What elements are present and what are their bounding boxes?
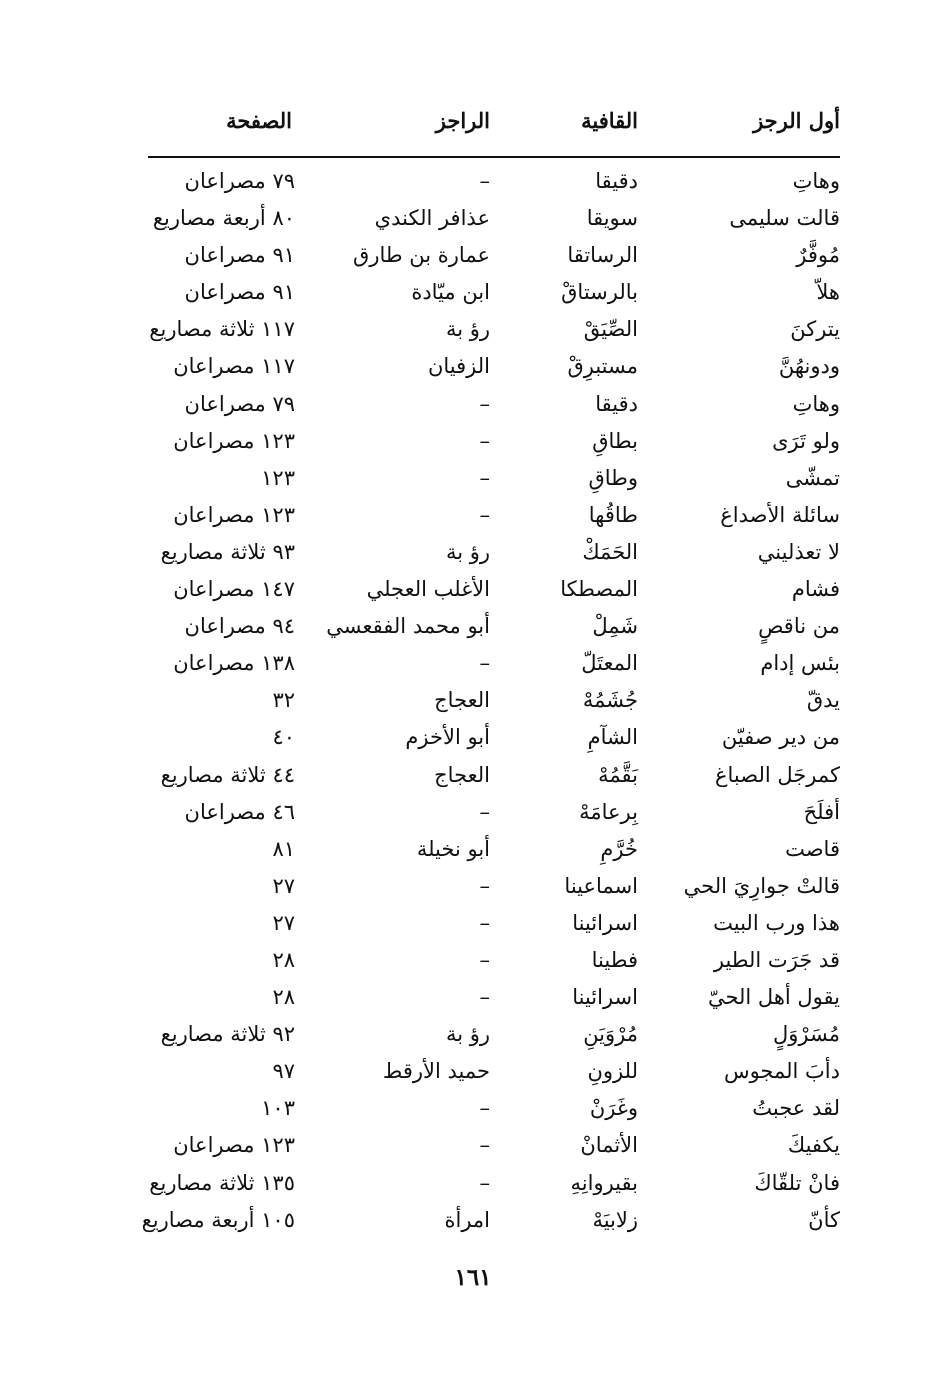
page-cell: ٢٧ bbox=[272, 873, 295, 898]
rhyme-cell: الرساتقا bbox=[567, 243, 638, 268]
table-row bbox=[145, 831, 840, 868]
page-cell: ٤٤ ثلاثة مصاريع bbox=[160, 762, 295, 787]
rhyme-cell: بقيروانِهِ bbox=[570, 1170, 638, 1195]
rhyme-cell: للزونِ bbox=[587, 1059, 638, 1084]
poet-cell: – bbox=[479, 1096, 490, 1121]
rhyme-cell: اسرائينا bbox=[572, 985, 638, 1010]
table-row bbox=[145, 1165, 840, 1202]
poet-cell: حميد الأرقط bbox=[382, 1059, 490, 1084]
page-cell: ٨١ bbox=[272, 836, 295, 861]
first-line-cell: وهاتِ bbox=[792, 391, 840, 416]
page-cell: ١١٧ ثلاثة مصاريع bbox=[149, 317, 295, 342]
page-cell: ٩٤ مصراعان bbox=[184, 614, 295, 639]
first-line-cell: يدقّ bbox=[806, 688, 840, 713]
poet-cell: عذافر الكندي bbox=[374, 206, 490, 231]
page-cell: ٩٣ ثلاثة مصاريع bbox=[160, 539, 295, 564]
rhyme-cell: دقيقا bbox=[595, 169, 638, 193]
poet-cell: الزفيان bbox=[427, 354, 490, 379]
rhyme-cell: وغَرَنْ bbox=[589, 1096, 638, 1121]
rhyme-cell: المصطكا bbox=[560, 577, 638, 602]
rhyme-cell: بِرعامَهْ bbox=[579, 799, 638, 824]
table-row bbox=[145, 608, 840, 645]
table-row bbox=[145, 868, 840, 905]
first-line-cell: يتركنَ bbox=[790, 317, 840, 342]
poet-cell: رؤ بة bbox=[445, 539, 490, 564]
table-row bbox=[145, 719, 840, 756]
page-cell: ١٠٣ bbox=[261, 1096, 295, 1121]
poet-cell: العجاج bbox=[434, 688, 490, 713]
first-line-cell: ولو تَرَى bbox=[772, 428, 840, 453]
rhyme-cell: سويقا bbox=[586, 206, 638, 231]
poet-cell: رؤ بة bbox=[445, 1022, 490, 1047]
first-line-cell: مُسَرْوَلٍ bbox=[773, 1022, 840, 1047]
poet-cell: – bbox=[479, 391, 490, 416]
first-line-cell: تمشّى bbox=[785, 465, 840, 490]
first-line-cell: هلاّ bbox=[816, 280, 840, 305]
poet-cell: – bbox=[479, 1170, 490, 1195]
table-row bbox=[145, 423, 840, 460]
table-row bbox=[145, 460, 840, 497]
rhyme-cell: الأثمانْ bbox=[580, 1133, 638, 1158]
poet-cell: – bbox=[479, 947, 490, 972]
table-row bbox=[145, 1127, 840, 1164]
table-row bbox=[145, 497, 840, 534]
page-cell: ١٠٥ أربعة مصاريع bbox=[141, 1207, 295, 1232]
poet-cell: – bbox=[479, 799, 490, 824]
poet-cell: أبو الأخزم bbox=[405, 725, 490, 750]
first-line-cell: يكفيكَ bbox=[787, 1133, 840, 1158]
table-row bbox=[145, 794, 840, 831]
table-row bbox=[145, 163, 840, 200]
header-first-line: أول الرجز bbox=[753, 108, 840, 133]
table-row bbox=[145, 200, 840, 237]
first-line-cell: لا تعذليني bbox=[757, 539, 840, 564]
first-line-cell: يقول أهل الحيّ bbox=[707, 985, 840, 1010]
table-row bbox=[145, 386, 840, 423]
poet-cell: أبو محمد الفقعسي bbox=[326, 614, 490, 639]
poet-cell: رؤ بة bbox=[445, 317, 490, 342]
header-poet: الراجز bbox=[435, 108, 490, 133]
page-number: ١٦١ bbox=[454, 1264, 492, 1291]
rhyme-cell: مستبرِقْ bbox=[567, 354, 638, 379]
table-row bbox=[145, 237, 840, 274]
first-line-cell: لقد عجبتُ bbox=[752, 1096, 840, 1121]
poet-cell: – bbox=[479, 169, 490, 193]
rhyme-cell: المعتَلّ bbox=[581, 651, 638, 676]
page-cell: ٣٢ bbox=[272, 688, 295, 713]
table-row bbox=[145, 682, 840, 719]
table-row bbox=[145, 571, 840, 608]
poet-cell: – bbox=[479, 1133, 490, 1158]
poet-cell: – bbox=[479, 873, 490, 898]
rhyme-cell: بالرستاقْ bbox=[561, 280, 638, 305]
page-cell: ٩١ مصراعان bbox=[184, 280, 295, 305]
page-cell: ٧٩ مصراعان bbox=[184, 169, 295, 193]
page-cell: ٢٨ bbox=[272, 947, 295, 972]
header-rule bbox=[148, 156, 840, 158]
page-cell: ١٣٨ مصراعان bbox=[173, 651, 295, 676]
rhyme-cell: الحَمَكْ bbox=[582, 539, 638, 564]
page-cell: ١٢٣ مصراعان bbox=[173, 502, 295, 527]
table-row bbox=[145, 534, 840, 571]
poet-cell: – bbox=[479, 465, 490, 490]
first-line-cell: دأبَ المجوس bbox=[723, 1059, 840, 1084]
header-rhyme: القافية bbox=[581, 108, 638, 133]
table-row bbox=[145, 905, 840, 942]
table-header bbox=[145, 108, 840, 144]
poet-cell: ابن ميّادة bbox=[411, 280, 490, 305]
page-cell: ٧٩ مصراعان bbox=[184, 391, 295, 416]
first-line-cell: قالتْ جوارِيَ الحي bbox=[683, 873, 840, 898]
page-cell: ١٢٣ مصراعان bbox=[173, 1133, 295, 1158]
poet-cell: الأغلب العجلي bbox=[366, 577, 490, 602]
page-cell: ١١٧ مصراعان bbox=[173, 354, 295, 379]
first-line-cell: كأنّ bbox=[808, 1207, 840, 1232]
page-cell: ١٤٧ مصراعان bbox=[173, 577, 295, 602]
page-cell: ١٢٣ bbox=[261, 465, 295, 490]
first-line-cell: قد جَرَت الطير bbox=[713, 947, 840, 972]
header-page: الصفحة bbox=[226, 108, 292, 133]
table-row bbox=[145, 942, 840, 979]
table-row bbox=[145, 311, 840, 348]
poet-cell: – bbox=[479, 985, 490, 1010]
first-line-cell: سائلة الأصداغ bbox=[720, 502, 840, 527]
table-row bbox=[145, 757, 840, 794]
first-line-cell: مُوفَّرٌ bbox=[796, 243, 840, 268]
page-cell: ٤٦ مصراعان bbox=[184, 799, 295, 824]
rhyme-cell: شَمِلْ bbox=[592, 614, 638, 639]
poet-cell: العجاج bbox=[434, 762, 490, 787]
page-cell: ٤٠ bbox=[272, 725, 295, 750]
page-cell: ٩٧ bbox=[272, 1059, 295, 1084]
page-cell: ١٣٥ ثلاثة مصاريع bbox=[149, 1170, 295, 1195]
first-line-cell: وهاتِ bbox=[792, 169, 840, 193]
rhyme-cell: زلابيَهْ bbox=[592, 1207, 638, 1232]
poet-cell: – bbox=[479, 428, 490, 453]
table-row bbox=[145, 1016, 840, 1053]
rhyme-cell: بطاقِ bbox=[592, 428, 638, 453]
page-cell: ٢٧ bbox=[272, 910, 295, 935]
poet-cell: – bbox=[479, 502, 490, 527]
table-row bbox=[145, 979, 840, 1016]
page-cell: ٩١ مصراعان bbox=[184, 243, 295, 268]
rhyme-cell: الشآمِ bbox=[587, 725, 638, 750]
first-line-cell: فانْ تلقّاكَ bbox=[754, 1170, 840, 1195]
table-row bbox=[141, 1202, 840, 1239]
table-row bbox=[145, 274, 840, 311]
page-cell: ٢٨ bbox=[272, 985, 295, 1010]
poet-cell: أبو نخيلة bbox=[416, 836, 490, 861]
poet-cell: – bbox=[479, 910, 490, 935]
table-row bbox=[145, 645, 840, 682]
first-line-cell: بئس إدام bbox=[760, 651, 840, 676]
poet-cell: – bbox=[479, 651, 490, 676]
first-line-cell: قاصت bbox=[785, 836, 840, 861]
rhyme-cell: الصِّيَقْ bbox=[583, 317, 638, 342]
rhyme-cell: طاقُها bbox=[588, 502, 638, 527]
rhyme-cell: دقيقا bbox=[595, 391, 638, 416]
rhyme-cell: وطاقِ bbox=[588, 465, 638, 490]
first-line-cell: فشام bbox=[791, 577, 840, 602]
first-line-cell: كمرجَل الصباغ bbox=[715, 762, 840, 787]
rhyme-cell: فطينا bbox=[591, 947, 638, 972]
first-line-cell: ودونهُنَّ bbox=[778, 354, 840, 379]
page-cell: ٨٠ أربعة مصاريع bbox=[152, 206, 295, 231]
rhyme-cell: خُرَّمِ bbox=[600, 836, 638, 861]
rhyme-cell: مُرْوَيَنِ bbox=[583, 1022, 638, 1047]
table-body bbox=[141, 163, 840, 1239]
first-line-cell: هذا ورب البيت bbox=[713, 910, 840, 935]
page-cell: ١٢٣ مصراعان bbox=[173, 428, 295, 453]
first-line-cell: أفلَحَ bbox=[803, 799, 840, 824]
table-row bbox=[145, 348, 840, 385]
first-line-cell: قالت سليمى bbox=[729, 206, 840, 231]
rhyme-cell: جُشَمُهْ bbox=[582, 688, 638, 713]
first-line-cell: من دير صفيّن bbox=[721, 725, 840, 750]
page-cell: ٩٢ ثلاثة مصاريع bbox=[160, 1022, 295, 1047]
first-line-cell: من ناقصٍ bbox=[758, 614, 840, 639]
poet-cell: عمارة بن طارق bbox=[353, 243, 490, 268]
poet-cell: امرأة bbox=[444, 1207, 490, 1232]
rhyme-cell: اسماعينا bbox=[564, 873, 638, 898]
rhyme-cell: بَقَّمُهْ bbox=[598, 762, 638, 787]
table-row bbox=[145, 1090, 840, 1127]
rhyme-cell: اسرائينا bbox=[572, 910, 638, 935]
table-row bbox=[145, 1053, 840, 1090]
